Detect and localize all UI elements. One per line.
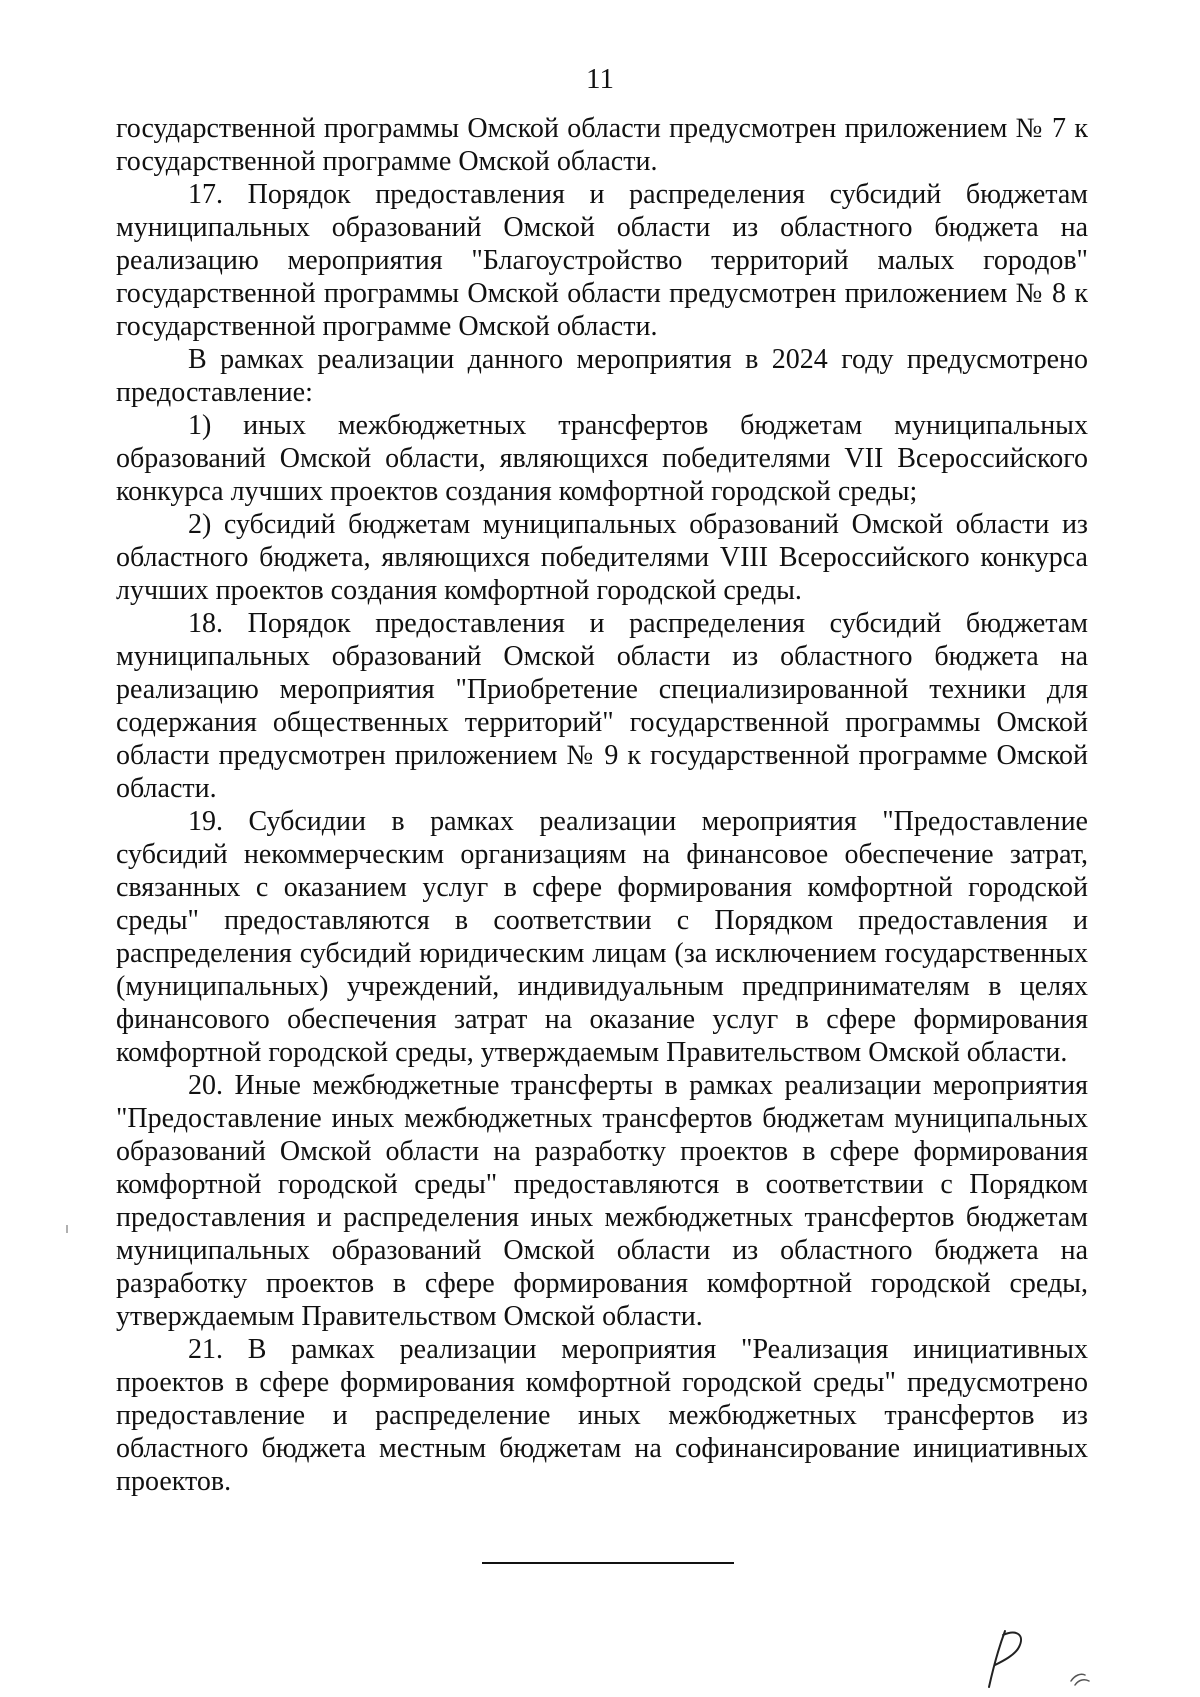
handwritten-initials [975,1625,1095,1691]
closing-divider [482,1562,734,1564]
paragraph-item-21: 21. В рамках реализации мероприятия "Реализация инициативных проектов в сфере формирования комфортной городской среды" предусмотрено предоставление и распределение иных межбюджетных трансфертов из областного бюджета местным бюджетам на софинансирование инициативных проектов. [116,1334,1088,1497]
paragraph-continuation: государственной программы Омской области предусмотрен приложением № 7 к государственной программе Омской области. [116,113,1088,177]
paragraph-item-20: 20. Иные межбюджетные трансферты в рамках реализации мероприятия "Предоставление иных межбюджетных трансфертов бюджетам муниципальных образований Омской области на разработку проектов в сфере формирования комфортной городской среды" предоставляются в соответствии с Порядком предоставления и распределения иных межбюджетных трансфертов бюджетам муниципальных образований Омской области из областного бюджета на разработку проектов в сфере формирования комфортной городской среды, утверждаемым Правительством Омской области. [116,1070,1088,1332]
paragraph-item-18: 18. Порядок предоставления и распределения субсидий бюджетам муниципальных образований Омской области из областного бюджета на реализацию мероприятия "Приобретение специализированной техники для содержания общественных территорий" государственной программы Омской области предусмотрен приложением № 9 к государственной программе Омской области. [116,608,1088,804]
paragraph-item-17-note: В рамках реализации данного мероприятия в 2024 году предусмотрено предоставление: [116,344,1088,408]
page-number: 11 [586,63,614,95]
paragraph-item-19: 19. Субсидии в рамках реализации мероприятия "Предоставление субсидий некоммерческим организациям на финансовое обеспечение затрат, связанных с оказанием услуг в сфере формирования комфортной городской среды" предоставляются в соответствии с Порядком предоставления и распределения субсидий юридическим лицам (за исключением государственных (муниципальных) учреждений, индивидуальным предпринимателям в целях финансового обеспечения затрат на оказание услуг в сфере формирования комфортной городской среды, утверждаемым Правительством Омской области. [116,806,1088,1068]
document-body [116,112,1088,1498]
scan-artifact [66,1225,68,1233]
paragraph-item-17: 17. Порядок предоставления и распределения субсидий бюджетам муниципальных образований Омской области из областного бюджета на реализацию мероприятия "Благоустройство территорий малых городов" государственной программы Омской области предусмотрен приложением № 8 к государственной программе Омской области. [116,179,1088,342]
paragraph-subitem-2: 2) субсидий бюджетам муниципальных образований Омской области из областного бюджета, являющихся победителями VIII Всероссийского конкурса лучших проектов создания комфортной городской среды. [116,509,1088,606]
paragraph-subitem-1: 1) иных межбюджетных трансфертов бюджетам муниципальных образований Омской области, являющихся победителями VII Всероссийского конкурса лучших проектов создания комфортной городской среды; [116,410,1088,507]
